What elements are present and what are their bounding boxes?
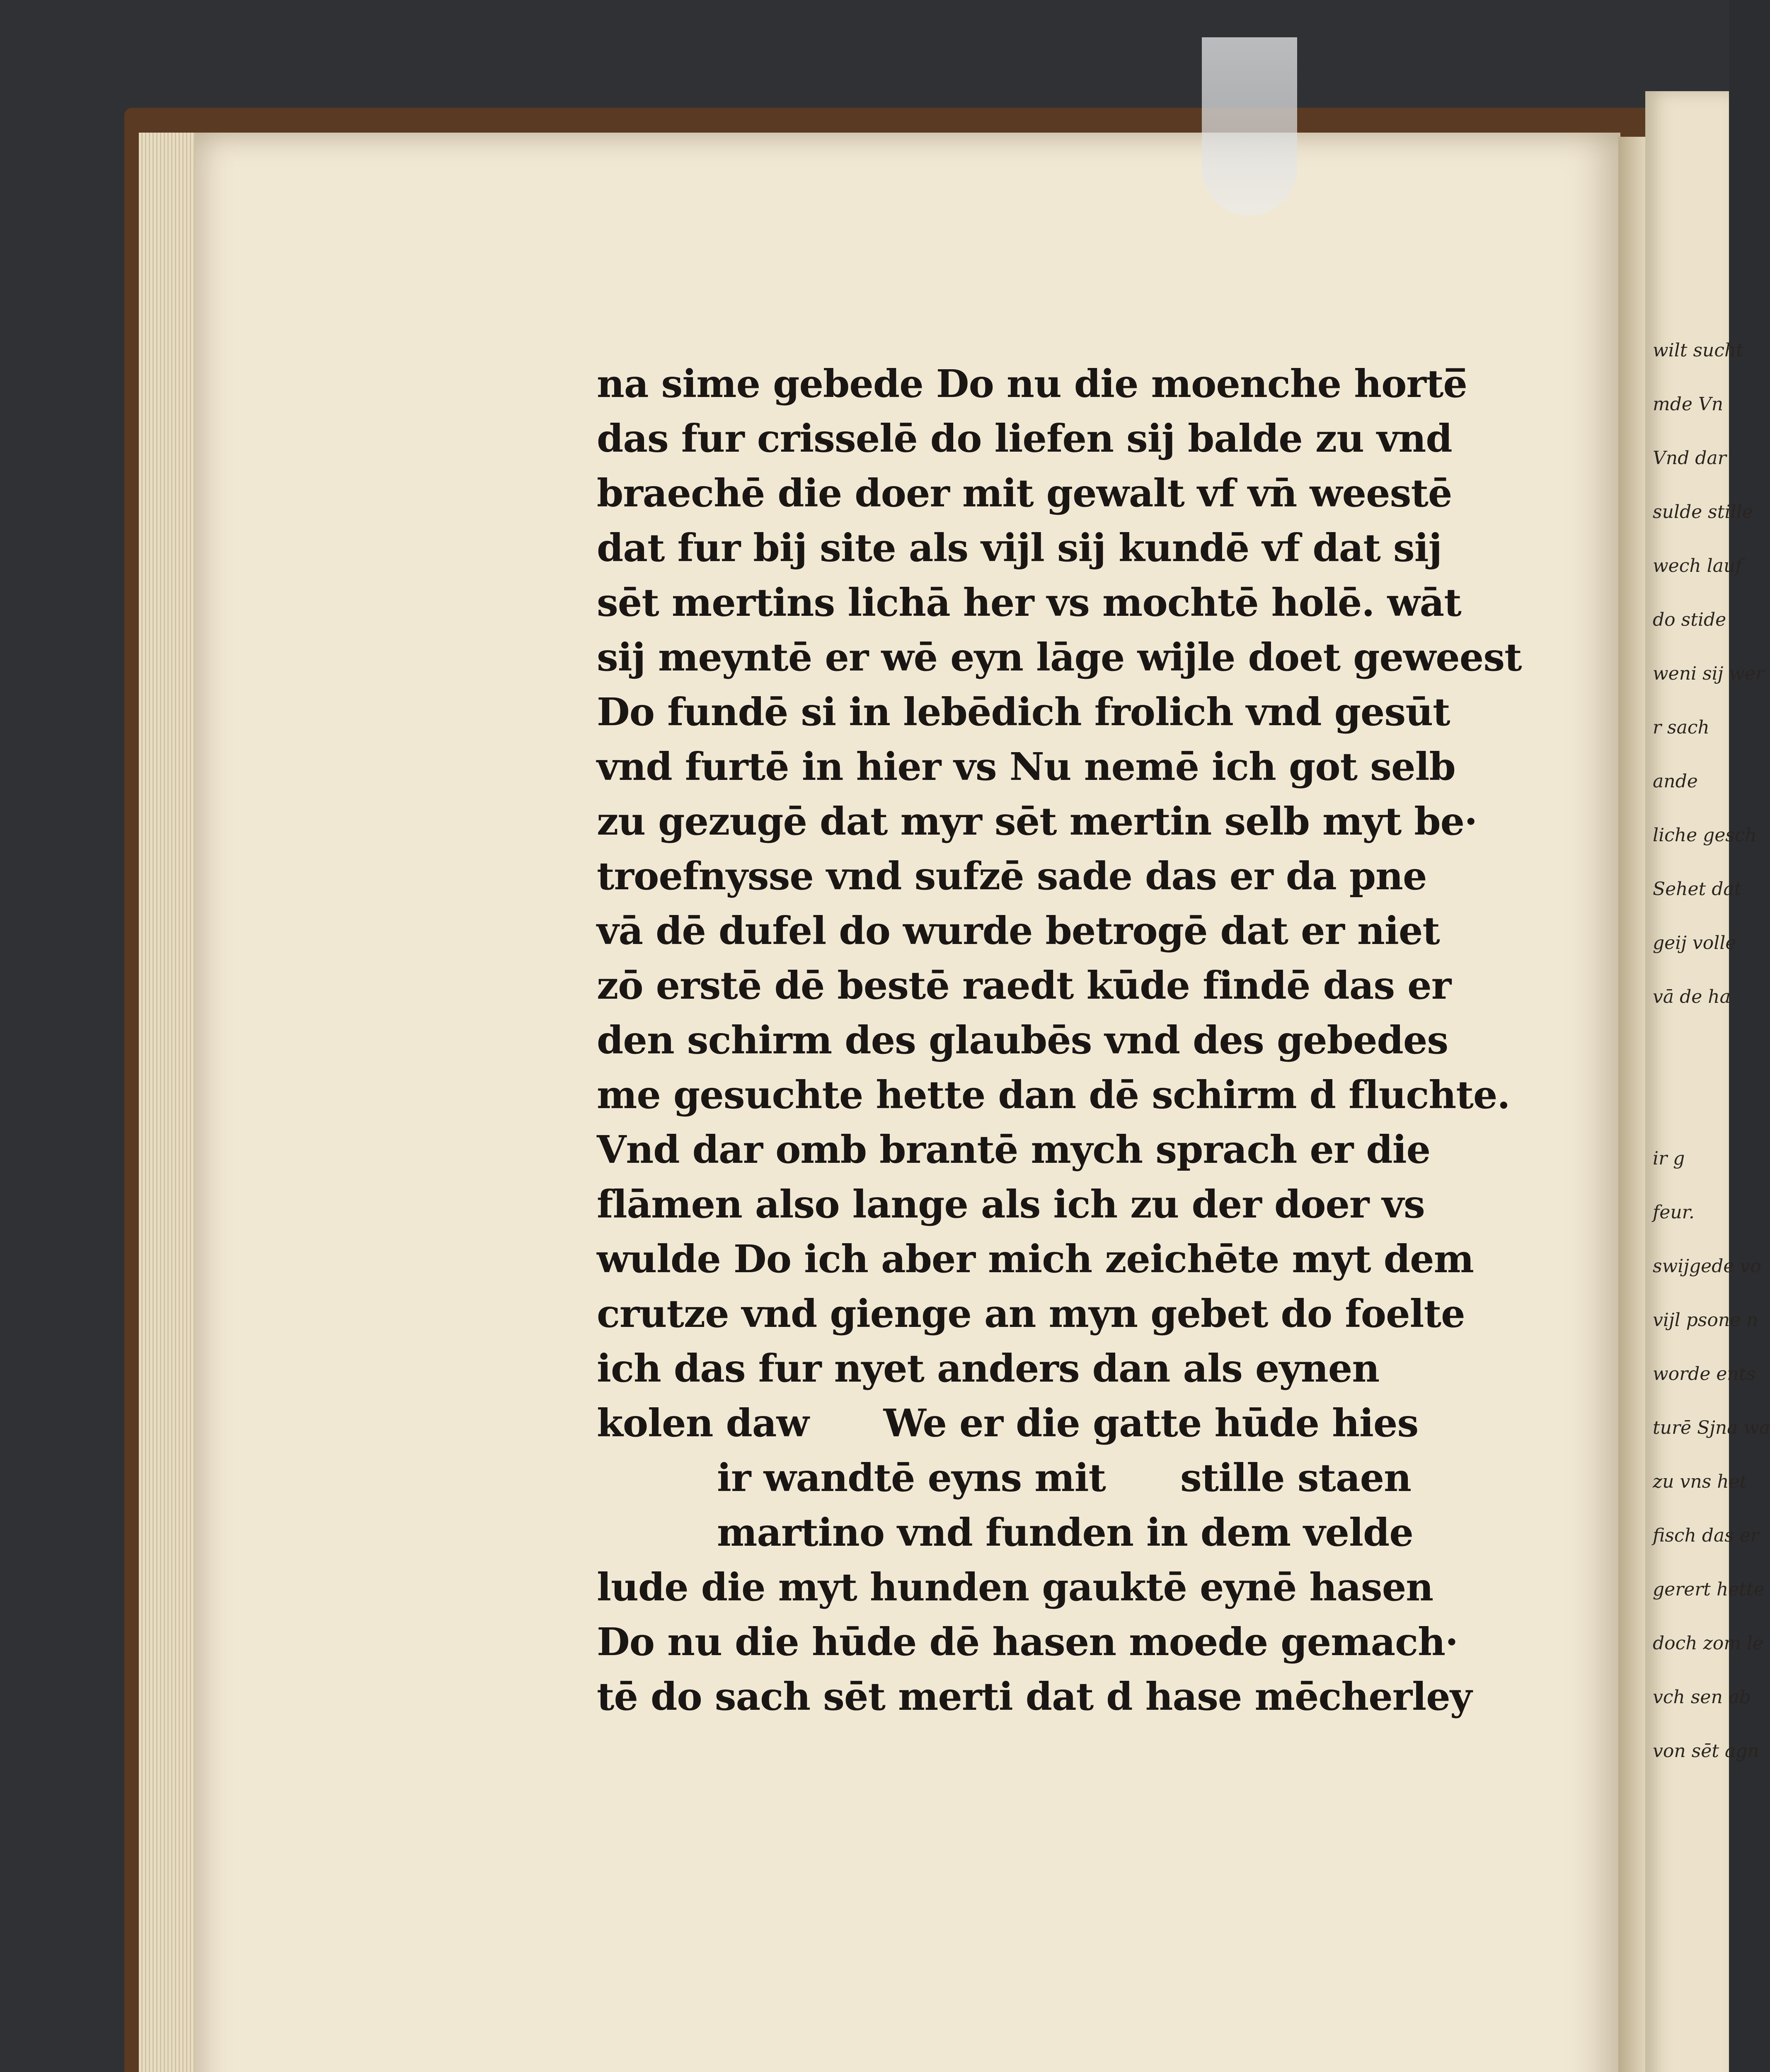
text-line — [597, 1450, 1450, 1505]
facing-page-line: wilt sucht — [1653, 340, 1744, 361]
text-line: dat fur bij site als vijl sij kundē vf dat sij — [597, 525, 1442, 570]
text-line: na sime gebede Do nu die moenche horte̅ — [597, 361, 1467, 406]
facing-page-line: liche gesch — [1653, 825, 1757, 846]
text-line: flāmen also lange als ich zu der doer vs — [597, 1182, 1425, 1227]
text-line: zu gezugē dat myr sēt mertin selb myt be· — [597, 799, 1477, 844]
facing-page-line: swijgede vo — [1653, 1256, 1761, 1277]
text-line: troefnysse vnd sufzē sade das er da pne — [597, 854, 1427, 898]
text-line: Do nu die hūde dē hasen moede gemach· — [597, 1619, 1458, 1664]
facing-page-line: sulde stille — [1653, 501, 1753, 523]
facing-page-line: feur. — [1653, 1202, 1695, 1223]
facing-page-line: ir g — [1653, 1148, 1685, 1169]
facing-page-line: von sēt agn — [1653, 1740, 1759, 1762]
text-line: den schirm des glaubēs vnd des gebedes — [597, 1018, 1448, 1063]
text-line: vā dē dufel do wurde betrogē dat er niet — [597, 908, 1440, 953]
text-line-right: stille staen — [1180, 1455, 1412, 1500]
facing-page-line: vch sen ab — [1653, 1687, 1751, 1708]
facing-page-line: zu vns het — [1653, 1471, 1747, 1492]
facing-page-line: Sehet dat — [1653, 879, 1742, 900]
facing-page — [1645, 91, 1770, 2072]
text-line: crutze vnd gienge an myn gebet do foelte — [597, 1291, 1465, 1336]
text-line-left: kolen daw — [597, 1401, 809, 1445]
facing-page-line: vā de ha — [1653, 986, 1731, 1007]
page-clip-top — [1202, 37, 1297, 215]
facing-page-line: weni sij wer — [1653, 663, 1765, 684]
facing-page-line: gerert hette — [1653, 1579, 1765, 1600]
facing-page-line: fisch das er — [1653, 1525, 1759, 1546]
facing-page-line: Vnd dar — [1653, 448, 1726, 469]
facing-page-line: wech lauf — [1653, 555, 1742, 576]
text-line: wulde Do ich aber mich zeichēte myt dem — [597, 1237, 1474, 1281]
text-line — [597, 1396, 1450, 1450]
text-line: vnd furtē in hier vs Nu nemē ich got selb — [597, 744, 1455, 789]
text-line-left: ir wandtē eyns mit — [717, 1455, 1106, 1500]
text-line: martino vnd funden in dem velde — [717, 1510, 1413, 1555]
facing-page-line: turē Sjna wa — [1653, 1417, 1770, 1438]
facing-page-line: vijl psone n — [1653, 1310, 1758, 1331]
text-line: lude die myt hunden gauktē eynē hasen — [597, 1565, 1433, 1610]
text-line: tē do sach sēt merti dat d hase mēcherley — [597, 1674, 1472, 1719]
text-line: me gesuchte hette dan dē schirm d fluchte. — [597, 1072, 1510, 1117]
text-line: ich das fur nyet anders dan als eynen — [597, 1346, 1380, 1391]
facing-page-line: worde ents — [1653, 1363, 1756, 1385]
book-gutter — [1618, 137, 1647, 2072]
text-line-right: We er die gatte hūde hies — [883, 1401, 1419, 1445]
facing-page-line: mde Vn — [1653, 394, 1724, 415]
text-line: braechē die doer mit gewalt vf vn̄ weestē — [597, 471, 1452, 516]
facing-page-line: ande — [1653, 771, 1698, 792]
facing-page-line: geij volle — [1653, 932, 1736, 954]
facing-page-line: do stide — [1653, 609, 1726, 630]
facing-page-line: r sach — [1653, 717, 1709, 738]
blackletter-text-block — [597, 356, 1522, 1724]
text-line: sij meyntē er wē eyn lāge wijle doet geweest — [597, 635, 1522, 680]
text-line: das fur crisselē do liefen sij balde zu vnd — [597, 416, 1452, 461]
text-line: Vnd dar omb brantē mych sprach er die — [597, 1127, 1431, 1172]
text-line: Do fundē si in lebēdich frolich vnd gesūt — [597, 690, 1450, 734]
facing-page-line: doch zom le — [1653, 1633, 1764, 1654]
text-line: sēt mertins lichā her vs mochtē holē. wāt — [597, 580, 1461, 625]
text-line: zō erstē dē bestē raedt kūde findē das er — [597, 963, 1451, 1008]
